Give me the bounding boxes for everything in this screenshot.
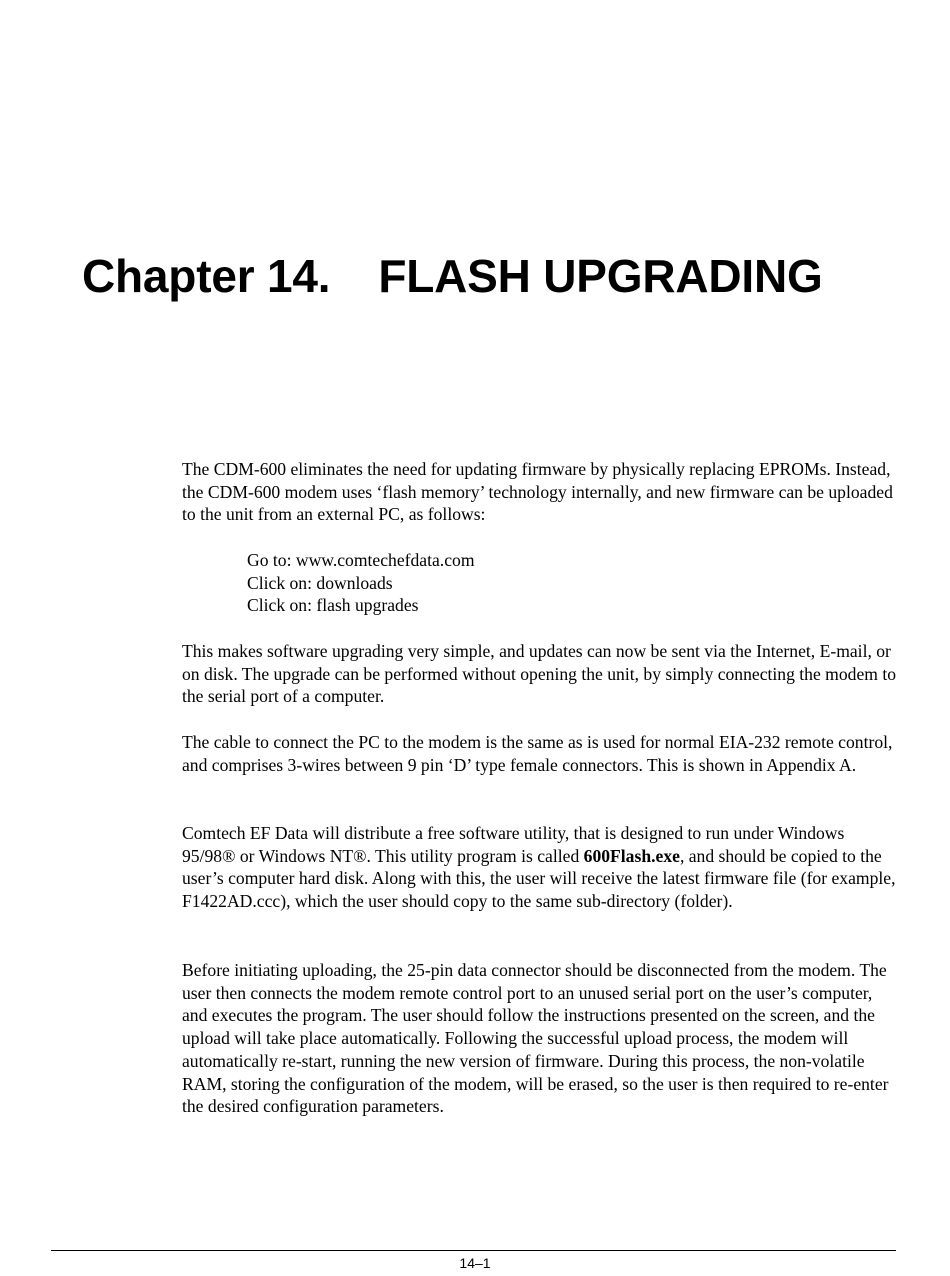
download-steps-list bbox=[247, 549, 475, 617]
step-downloads: Click on: downloads bbox=[247, 572, 393, 593]
chapter-number: Chapter 14. bbox=[82, 250, 331, 302]
utility-program-name: 600Flash.exe bbox=[583, 845, 680, 866]
utility-text-after: , and should be copied to the user’s computer hard disk. Along with this, the user will receive the latest firmware file (for example, F1422AD.ccc), which the user should copy to the same sub-directory (folder). bbox=[182, 845, 896, 912]
page-number: 14–1 bbox=[459, 1255, 491, 1271]
procedure-paragraph: Before initiating uploading, the 25-pin data connector should be disconnected from the modem. The user then connects the modem remote control port to an unused serial port on the user’s computer, and executes the program. The user should follow the instructions presented on the screen, and the upload will take place automatically. Following the successful upload process, the modem will automatically re-start, running the new version of firmware. During this process, the non-volatile RAM, storing the configuration of the modem, will be erased, so the user is then required to re-enter the desired configuration parameters. bbox=[182, 960, 889, 1117]
benefits-paragraph: This makes software upgrading very simple, and updates can now be sent via the Internet, E-mail, or on disk. The upgrade can be performed without opening the unit, by simply connecting the modem to the serial port of a computer. bbox=[182, 641, 897, 707]
chapter-title: FLASH UPGRADING bbox=[378, 250, 823, 302]
intro-paragraph: The CDM-600 eliminates the need for updating firmware by physically replacing EPROMs. Instead, the CDM-600 modem uses ‘flash memory’ technology internally, and new firmware can be uploaded to the unit from an external PC, as follows: bbox=[182, 459, 893, 525]
step-go-to: Go to: www.comtechefdata.com bbox=[247, 550, 475, 570]
cable-paragraph: The cable to connect the PC to the modem is the same as is used for normal EIA-232 remote control, and comprises 3-wires between 9 pin ‘D’ type female connectors. This is shown in Appendix A. bbox=[182, 732, 893, 775]
step-flash-upgrades: Click on: flash upgrades bbox=[247, 595, 419, 616]
utility-paragraph bbox=[182, 822, 897, 913]
chapter-heading bbox=[82, 244, 823, 308]
utility-text-before: Comtech EF Data will distribute a free software utility, that is designed to run under Windows 95/98® or Windows NT®. This utility program is called bbox=[182, 823, 845, 866]
footer-rule bbox=[51, 1250, 896, 1251]
